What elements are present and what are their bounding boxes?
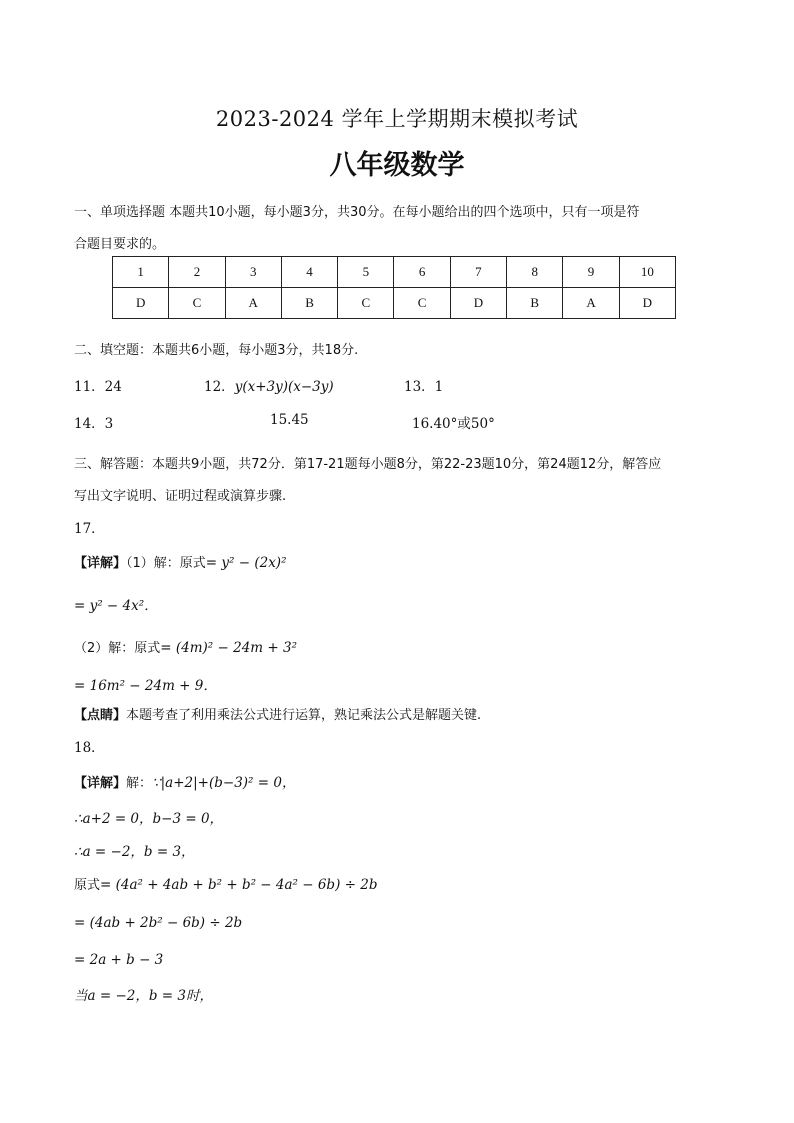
answer-cell: B [507,288,563,319]
answer-cell: C [338,288,394,319]
line4-prefix: 原式 [74,878,101,893]
part1-prefix: （1）解：原式 [126,556,206,571]
question-17-part2 [74,637,297,656]
question-18-line5: = (4ab + 2b² − 6b) ÷ 2b [74,915,243,931]
answer-14: 14．3 [74,416,114,432]
question-number-cell: 8 [507,257,563,288]
answer-cell: C [169,288,225,319]
line1-expression: ∵|a+2|+(b−3)² = 0， [152,775,296,791]
answer-cell: D [113,288,169,319]
answer-12-expression: y(x+3y)(x−3y) [234,379,334,395]
answer-cell: D [450,288,506,319]
answer-cell: B [281,288,337,319]
answer-table [112,256,676,319]
question-18-line4 [74,874,377,893]
exam-title: 2023-2024 学年上学期期末模拟考试 [215,107,579,131]
question-18-line3: ∴a = −2，b = 3， [74,844,195,860]
exam-subtitle: 八年级数学 [329,150,465,181]
question-17-number: 17． [74,521,105,537]
question-number-cell: 4 [281,257,337,288]
part1-expression: = y² − (2x)² [205,555,287,571]
section2-heading: 二、填空题：本题共6小题，每小题3分，共18分. [74,343,359,358]
section1-heading-line2: 合题目要求的。 [74,237,166,252]
answer-16: 16.40°或50° [412,416,495,432]
question-number-cell: 6 [394,257,450,288]
comment-text: 本题考查了利用乘法公式进行运算，熟记乘法公式是解题关键. [126,708,482,723]
answer-table-answer-row [113,288,676,319]
answer-13: 13．1 [404,379,444,395]
answer-cell: D [619,288,675,319]
question-number-cell: 10 [619,257,675,288]
question-number-cell: 9 [563,257,619,288]
question-18-line1 [74,771,295,791]
answer-cell: A [563,288,619,319]
question-17-comment [74,704,481,723]
question-number-cell: 1 [113,257,169,288]
part2-expression: = (4m)² − 24m + 3² [160,640,297,656]
question-17-part1 [74,552,286,571]
question-18-number: 18． [74,740,105,756]
question-18-line7: 当a = −2，b = 3时， [74,988,213,1004]
comment-tag: 【点睛】 [74,708,127,723]
line1-prefix: 解： [126,776,153,791]
section3-heading-line2: 写出文字说明、证明过程或演算步骤. [74,489,287,504]
detail-tag: 【详解】 [74,556,127,571]
part2-prefix: （2）解：原式 [74,641,161,656]
answer-cell: C [394,288,450,319]
question-number-cell: 5 [338,257,394,288]
question-number-cell: 7 [450,257,506,288]
answer-15: 15.45 [270,412,309,428]
answer-12-label: 12． [204,379,235,395]
question-18-line2: ∴a+2 = 0，b−3 = 0， [74,811,224,827]
line4-expression: = (4a² + 4ab + b² + b² − 4a² − 6b) ÷ 2b [100,877,378,893]
question-17-part1-result: = y² − 4x²． [74,598,158,614]
question-number-cell: 2 [169,257,225,288]
answer-cell: A [225,288,281,319]
answer-table-number-row [113,257,676,288]
answer-11: 11．24 [74,379,122,395]
section3-heading-line1: 三、解答题：本题共9小题，共72分．第17-21题每小题8分，第22-23题10分，第24题12分，解答应 [74,457,662,472]
question-17-part2-result: = 16m² − 24m + 9． [74,678,217,694]
detail-tag: 【详解】 [74,776,127,791]
section1-heading-line1: 一、单项选择题 本题共10小题，每小题3分，共30分。在每小题给出的四个选项中，只有一项是符 [74,205,640,220]
answer-12 [204,375,334,395]
question-18-line6: = 2a + b − 3 [74,952,164,968]
question-number-cell: 3 [225,257,281,288]
